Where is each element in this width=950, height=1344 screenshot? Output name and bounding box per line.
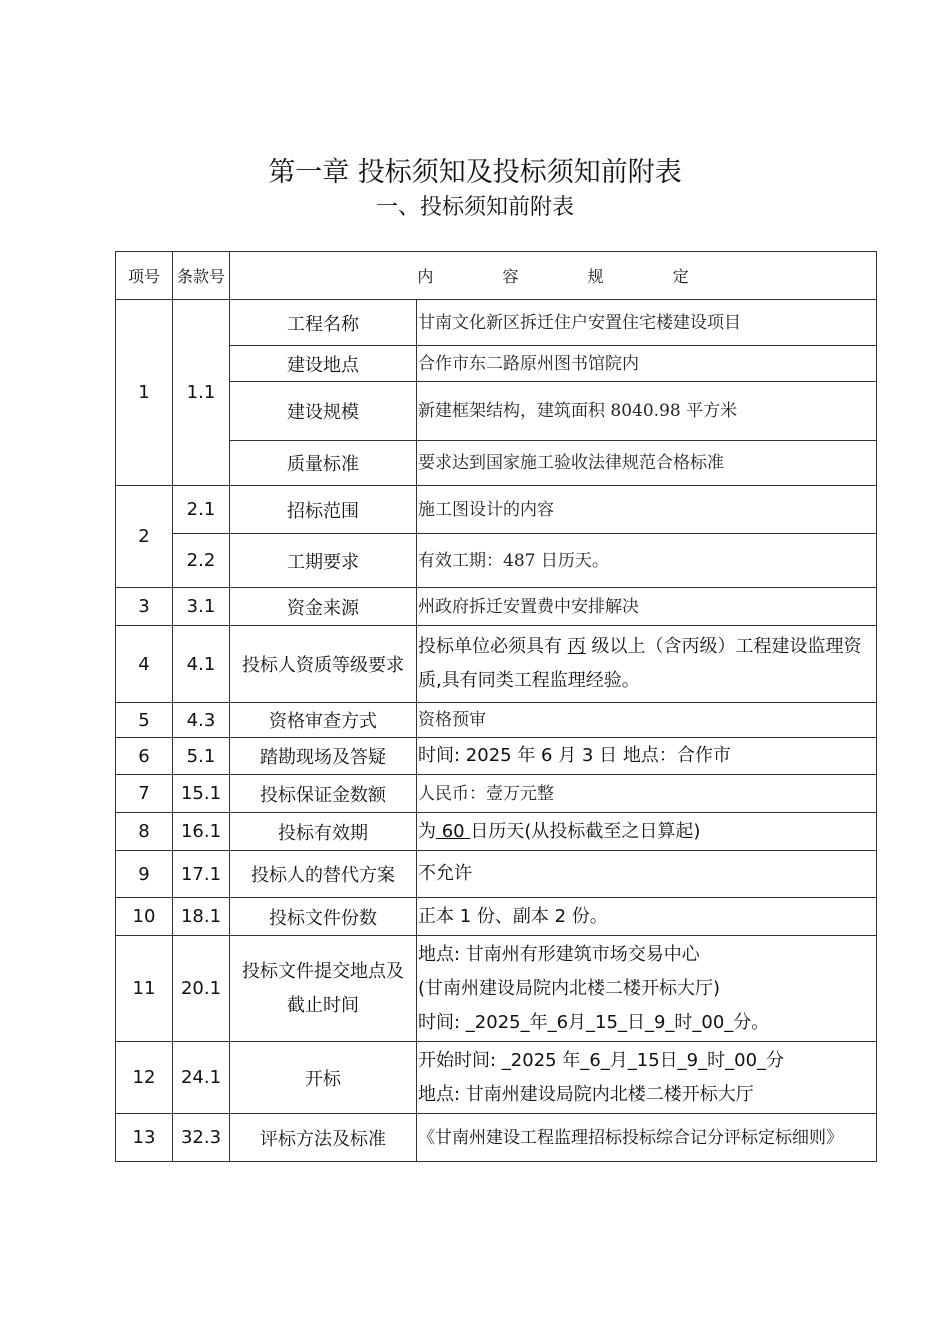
table-row — [116, 441, 877, 486]
field-value: 不允许 — [417, 851, 877, 898]
clause-no: 2.2 — [173, 534, 230, 588]
section-title: 一、投标须知前附表 — [375, 195, 574, 220]
table-row — [116, 813, 877, 851]
field-label: 投标有效期 — [230, 813, 417, 851]
clause-no: 18.1 — [173, 898, 230, 936]
field-label: 评标方法及标准 — [230, 1114, 417, 1162]
field-value — [417, 813, 877, 851]
table-row — [116, 346, 877, 382]
field-value: 资格预审 — [417, 703, 877, 738]
table-header-row — [116, 252, 877, 300]
field-value — [417, 626, 877, 703]
clause-no: 5.1 — [173, 738, 230, 775]
item-no: 1 — [116, 300, 173, 486]
field-label: 工期要求 — [230, 534, 417, 588]
field-label: 建设地点 — [230, 346, 417, 382]
item-no: 7 — [116, 775, 173, 813]
chapter-title: 第一章 投标须知及投标须知前附表 — [268, 157, 682, 188]
field-label: 投标文件份数 — [230, 898, 417, 936]
clause-no: 1.1 — [173, 300, 230, 486]
field-value: 人民币：壹万元整 — [417, 775, 877, 813]
field-value: 《甘南州建设工程监理招标投标综合记分评标定标细则》 — [417, 1114, 877, 1162]
table-row — [116, 936, 877, 1042]
table-row — [116, 486, 877, 534]
field-label: 资格审查方式 — [230, 703, 417, 738]
table-row — [116, 626, 877, 703]
header-clause-no: 条款号 — [173, 252, 230, 300]
grade-value: 丙 — [567, 636, 586, 657]
item-no: 4 — [116, 626, 173, 703]
clause-no: 4.3 — [173, 703, 230, 738]
table-row — [116, 300, 877, 346]
value-text: 为 — [418, 820, 436, 842]
item-no: 5 — [116, 703, 173, 738]
table-row — [116, 1114, 877, 1162]
value-line: 地点: 甘南州有形建筑市场交易中心 — [418, 943, 700, 965]
field-label: 投标人的替代方案 — [230, 851, 417, 898]
field-value: 有效工期：487 日历天。 — [417, 534, 877, 588]
field-value: 时间: 2025 年 6 月 3 日 地点：合作市 — [417, 738, 877, 775]
field-label: 踏勘现场及答疑 — [230, 738, 417, 775]
field-label: 招标范围 — [230, 486, 417, 534]
field-label: 资金来源 — [230, 588, 417, 626]
field-value: 施工图设计的内容 — [417, 486, 877, 534]
item-no: 2 — [116, 486, 173, 588]
table-row — [116, 382, 877, 441]
field-label: 投标保证金数额 — [230, 775, 417, 813]
clause-no: 20.1 — [173, 936, 230, 1042]
clause-no: 32.3 — [173, 1114, 230, 1162]
field-value: 州政府拆迁安置费中安排解决 — [417, 588, 877, 626]
value-line: (甘南州建设局院内北楼二楼开标大厅) — [418, 977, 721, 999]
table-row — [116, 534, 877, 588]
bid-instructions-table — [115, 251, 877, 1162]
field-label — [230, 936, 417, 1042]
table-row — [116, 898, 877, 936]
field-label: 建设规模 — [230, 382, 417, 441]
clause-no: 2.1 — [173, 486, 230, 534]
item-no: 8 — [116, 813, 173, 851]
field-value — [417, 1042, 877, 1114]
item-no: 12 — [116, 1042, 173, 1114]
field-value: 合作市东二路原州图书馆院内 — [417, 346, 877, 382]
item-no: 10 — [116, 898, 173, 936]
field-value — [417, 936, 877, 1042]
clause-no: 17.1 — [173, 851, 230, 898]
clause-no: 15.1 — [173, 775, 230, 813]
table-row — [116, 1042, 877, 1114]
field-label: 开标 — [230, 1042, 417, 1114]
item-no: 9 — [116, 851, 173, 898]
field-value: 新建框架结构，建筑面积 8040.98 平方米 — [417, 382, 877, 441]
field-value: 甘南文化新区拆迁住户安置住宅楼建设项目 — [417, 300, 877, 346]
header-item-no: 项号 — [116, 252, 173, 300]
field-label: 投标人资质等级要求 — [230, 626, 417, 703]
header-content: 内 容 规 定 — [230, 252, 877, 300]
table-row — [116, 851, 877, 898]
table-row — [116, 775, 877, 813]
clause-no: 4.1 — [173, 626, 230, 703]
value-text: 投标单位必须具有 — [418, 636, 568, 657]
table-row — [116, 738, 877, 775]
field-value: 正本 1 份、副本 2 份。 — [417, 898, 877, 936]
value-text: 级以上（含丙级）工程建设监理资质,具有同类工程监理经验。 — [418, 636, 862, 691]
value-line: 开始时间: _2025 年_6_月_15日_9_时_00_分 — [418, 1049, 785, 1071]
clause-no: 3.1 — [173, 588, 230, 626]
table-row — [116, 703, 877, 738]
item-no: 6 — [116, 738, 173, 775]
field-label: 质量标准 — [230, 441, 417, 486]
label-line: 截止时间 — [287, 994, 359, 1016]
item-no: 13 — [116, 1114, 173, 1162]
field-label: 工程名称 — [230, 300, 417, 346]
value-line: 时间: _2025_年_6月_15_日_9_时_00_分。 — [418, 1011, 770, 1033]
item-no: 11 — [116, 936, 173, 1042]
value-line: 地点: 甘南州建设局院内北楼二楼开标大厅 — [418, 1083, 754, 1105]
label-line: 投标文件提交地点及 — [242, 960, 404, 982]
clause-no: 16.1 — [173, 813, 230, 851]
item-no: 3 — [116, 588, 173, 626]
field-value: 要求达到国家施工验收法律规范合格标准 — [417, 441, 877, 486]
table-row — [116, 588, 877, 626]
validity-days: 60 — [436, 820, 471, 842]
clause-no: 24.1 — [173, 1042, 230, 1114]
value-text: 日历天(从投标截至之日算起) — [470, 820, 701, 842]
